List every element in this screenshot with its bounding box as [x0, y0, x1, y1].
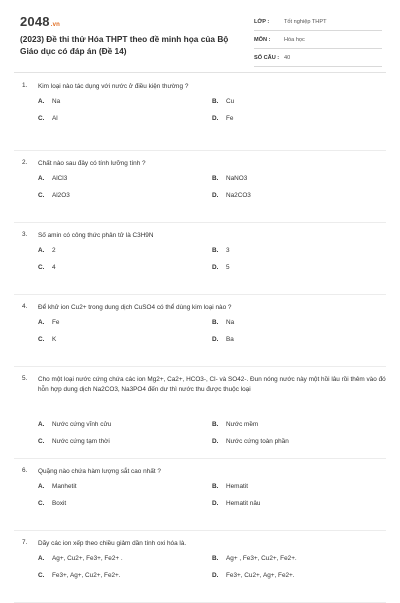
option-letter: C. — [38, 336, 45, 343]
option-text: Ba — [226, 336, 234, 343]
answer-option[interactable] — [38, 319, 59, 326]
answer-option[interactable] — [212, 438, 289, 445]
answer-option[interactable] — [38, 555, 123, 562]
logo-domain: .vn — [50, 22, 61, 28]
option-letter: C. — [38, 115, 45, 122]
option-text: Fe — [52, 319, 60, 326]
meta-key: SỐ CÂU : — [254, 55, 280, 61]
option-text: Fe — [226, 115, 234, 122]
meta-row-count — [254, 51, 382, 67]
option-letter: D. — [212, 500, 219, 507]
question-number: 6. — [22, 467, 28, 474]
question-text: Số amin có công thức phân tử là C3H9N — [38, 232, 154, 239]
option-text: Nước cứng vĩnh cửu — [52, 421, 112, 428]
option-text: Nước cứng toàn phần — [226, 438, 289, 445]
option-text: NaNO3 — [226, 175, 248, 182]
option-text: Cu — [226, 98, 235, 105]
answer-option[interactable] — [38, 264, 56, 271]
option-text: 2 — [52, 247, 56, 254]
meta-key: MÔN : — [254, 37, 271, 43]
option-text: Na2CO3 — [226, 192, 251, 199]
meta-key: LỚP : — [254, 19, 270, 25]
answer-option[interactable] — [38, 98, 60, 105]
header-divider — [14, 72, 386, 73]
answer-option[interactable] — [212, 115, 233, 122]
option-letter: C. — [38, 572, 45, 579]
question-number: 7. — [22, 539, 28, 546]
question-item — [14, 295, 386, 367]
option-letter: A. — [38, 421, 45, 428]
option-text: Nước mềm — [226, 421, 259, 428]
option-text: Fe3+, Cu2+, Ag+, Fe2+. — [226, 572, 295, 579]
option-letter: D. — [212, 264, 219, 271]
option-letter: B. — [212, 421, 219, 428]
answer-option[interactable] — [212, 175, 247, 182]
meta-value: 40 — [284, 55, 291, 61]
option-text: Na — [52, 98, 61, 105]
option-text: Fe3+, Ag+, Cu2+, Fe2+. — [52, 572, 121, 579]
answer-option[interactable] — [212, 500, 260, 507]
question-item — [14, 459, 386, 531]
question-text: Cho một loại nước cứng chứa các ion Mg2+, Ca2+, HCO3-, Cl- và SO42-. Đun nóng nước này một hồi lâu rồi thêm vào đó hỗn hợp dung dịch Na2CO3, Na3PO4 đến dư thì nước thu được thuộc loại — [38, 376, 386, 393]
option-letter: B. — [212, 319, 219, 326]
answer-option[interactable] — [212, 319, 234, 326]
answer-option[interactable] — [38, 438, 110, 445]
option-text: 4 — [52, 264, 56, 271]
question-item — [14, 367, 386, 459]
answer-option[interactable] — [38, 247, 56, 254]
document-title: (2023) Đề thi thử Hóa THPT theo đề minh họa của Bộ Giáo dục có đáp án (Đề 14) — [20, 34, 229, 56]
site-logo[interactable] — [20, 14, 60, 29]
question-number: 2. — [22, 159, 28, 166]
option-text: 5 — [226, 264, 230, 271]
exam-meta — [254, 15, 382, 69]
option-letter: A. — [38, 98, 45, 105]
question-item — [14, 223, 386, 295]
meta-row-class — [254, 15, 382, 31]
option-letter: C. — [38, 264, 45, 271]
answer-option[interactable] — [212, 421, 258, 428]
answer-option[interactable] — [38, 483, 77, 490]
option-text: K — [52, 336, 57, 343]
option-text: Ag+ , Fe3+, Cu2+, Fe2+. — [226, 555, 297, 562]
answer-option[interactable] — [38, 115, 58, 122]
option-letter: D. — [212, 192, 219, 199]
option-letter: A. — [38, 555, 45, 562]
answer-option[interactable] — [38, 500, 66, 507]
answer-option[interactable] — [38, 421, 111, 428]
question-text: Dãy các ion xếp theo chiều giảm dần tính oxi hóa là. — [38, 540, 187, 547]
option-letter: B. — [212, 483, 219, 490]
option-text: Hematit — [226, 483, 249, 490]
option-text: Al2O3 — [52, 192, 70, 199]
option-letter: B. — [212, 98, 219, 105]
option-text: Na — [226, 319, 235, 326]
option-text: AlCl3 — [52, 175, 68, 182]
question-text: Chất nào sau đây có tính lưỡng tính ? — [38, 160, 146, 167]
answer-option[interactable] — [212, 336, 234, 343]
option-letter: D. — [212, 336, 219, 343]
answer-option[interactable] — [38, 572, 121, 579]
question-item — [14, 531, 386, 603]
option-text: Boxit — [52, 500, 67, 507]
answer-option[interactable] — [212, 572, 295, 579]
answer-option[interactable] — [38, 192, 70, 199]
option-letter: D. — [212, 572, 219, 579]
meta-value: Hóa học — [284, 37, 305, 43]
option-letter: B. — [212, 247, 219, 254]
question-item — [14, 151, 386, 223]
answer-option[interactable] — [212, 264, 230, 271]
document-header — [0, 0, 400, 74]
answer-option[interactable] — [212, 483, 248, 490]
option-letter: C. — [38, 438, 45, 445]
answer-option[interactable] — [212, 192, 251, 199]
option-text: Ag+, Cu2+, Fe3+, Fe2+ . — [52, 555, 123, 562]
option-text: Al — [52, 115, 58, 122]
option-letter: A. — [38, 175, 45, 182]
option-letter: A. — [38, 247, 45, 254]
option-letter: D. — [212, 438, 219, 445]
option-letter: D. — [212, 115, 219, 122]
question-list — [0, 74, 400, 603]
meta-value: Tốt nghiệp THPT — [284, 19, 327, 25]
answer-option[interactable] — [38, 175, 67, 182]
question-number: 5. — [22, 375, 28, 382]
option-letter: C. — [38, 192, 45, 199]
question-item — [14, 74, 386, 151]
option-text: 3 — [226, 247, 230, 254]
logo-text: 2048 — [20, 14, 50, 29]
option-letter: B. — [212, 175, 219, 182]
question-number: 3. — [22, 231, 28, 238]
meta-row-subject — [254, 33, 382, 49]
answer-option[interactable] — [212, 555, 297, 562]
question-text: Quặng nào chứa hàm lượng sắt cao nhất ? — [38, 468, 161, 475]
question-text: Kim loại nào tác dụng với nước ở điều kiện thường ? — [38, 83, 189, 90]
option-letter: B. — [212, 555, 219, 562]
option-text: Nước cứng tạm thời — [52, 438, 110, 445]
option-letter: C. — [38, 500, 45, 507]
option-text: Hematit nâu — [226, 500, 261, 507]
option-letter: A. — [38, 319, 45, 326]
question-number: 4. — [22, 303, 28, 310]
question-number: 1. — [22, 82, 28, 89]
answer-option[interactable] — [212, 247, 230, 254]
option-letter: A. — [38, 483, 45, 490]
answer-option[interactable] — [38, 336, 56, 343]
question-text: Để khử ion Cu2+ trong dung dịch CuSO4 có thể dùng kim loại nào ? — [38, 304, 232, 311]
option-text: Manhetit — [52, 483, 77, 490]
answer-option[interactable] — [212, 98, 234, 105]
